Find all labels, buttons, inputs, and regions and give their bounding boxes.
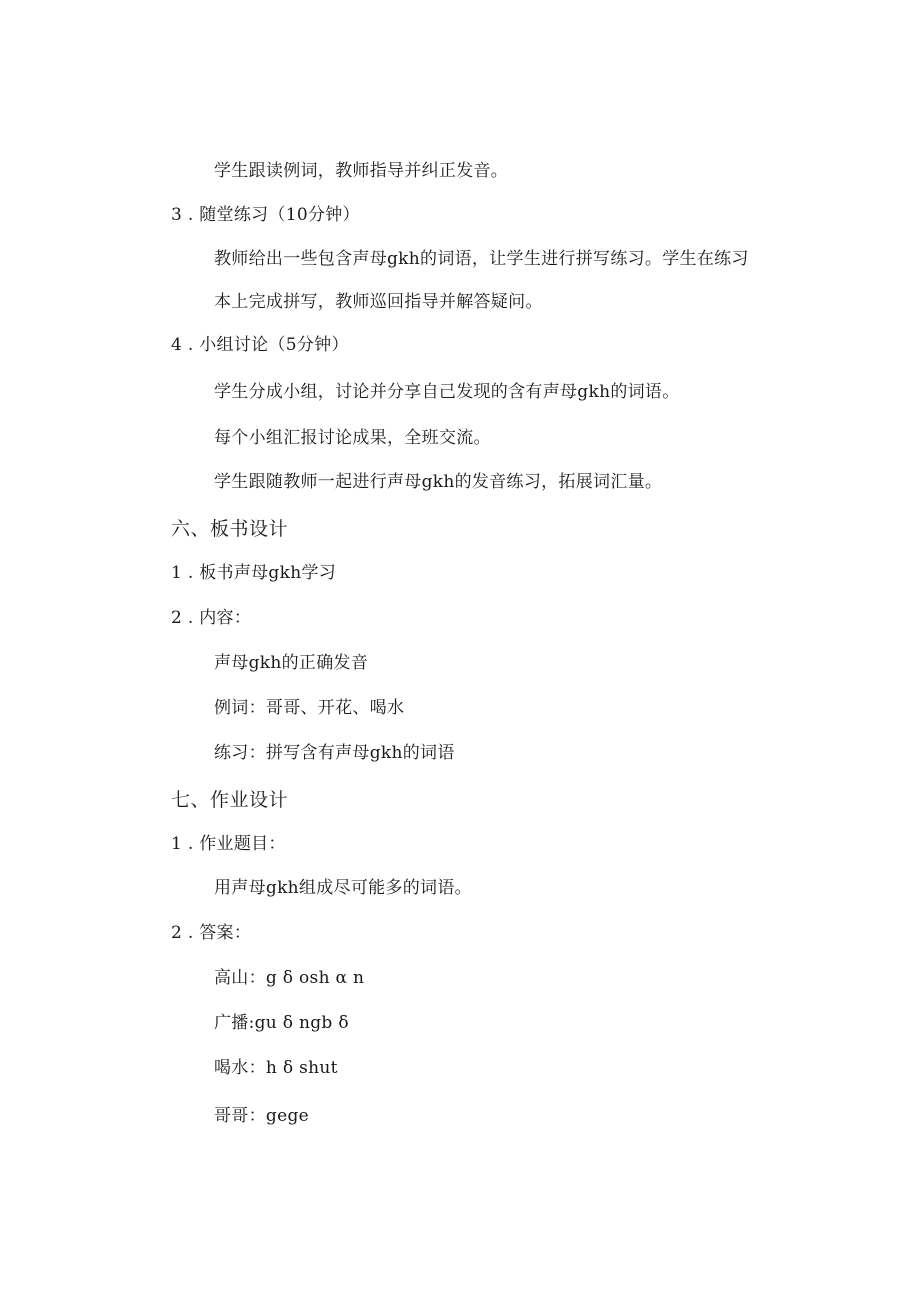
section-heading-homework-design: 七、作业设计	[171, 789, 289, 811]
list-item-2: 2 . 答案：	[171, 923, 252, 943]
answer-line: 高山：g δ osh α n	[214, 968, 365, 988]
list-item-1: 1 . 板书声母gkh学习	[171, 563, 337, 583]
paragraph-line: 本上完成拼写，教师巡回指导并解答疑问。	[214, 292, 543, 312]
answer-line: 哥哥：gege	[214, 1106, 309, 1126]
list-item-3: 3 . 随堂练习（10分钟）	[171, 205, 360, 225]
section-heading-board-design: 六、板书设计	[171, 518, 289, 540]
answer-line: 广播:gu δ ngb δ	[214, 1013, 349, 1033]
list-item-1: 1 . 作业题目：	[171, 834, 286, 854]
paragraph-line: 学生跟读例词，教师指导并纠正发音。	[214, 161, 509, 181]
list-item-4: 4 . 小组讨论（5分钟）	[171, 335, 349, 355]
paragraph-line: 声母gkh的正确发音	[214, 653, 369, 673]
paragraph-line: 用声母gkh组成尽可能多的词语。	[214, 878, 472, 898]
paragraph-line: 教师给出一些包含声母gkh的词语，让学生进行拼写练习。学生在练习	[214, 249, 749, 269]
paragraph-line: 练习：拼写含有声母gkh的词语	[214, 743, 455, 763]
answer-line: 喝水：h δ shut	[214, 1058, 338, 1078]
paragraph-line: 学生分成小组，讨论并分享自己发现的含有声母gkh的词语。	[214, 382, 680, 402]
paragraph-line: 例词：哥哥、开花、喝水	[214, 698, 405, 718]
paragraph-line: 学生跟随教师一起进行声母gkh的发音练习，拓展词汇量。	[214, 472, 663, 492]
paragraph-line: 每个小组汇报讨论成果，全班交流。	[214, 428, 491, 448]
list-item-2: 2 . 内容：	[171, 608, 252, 628]
